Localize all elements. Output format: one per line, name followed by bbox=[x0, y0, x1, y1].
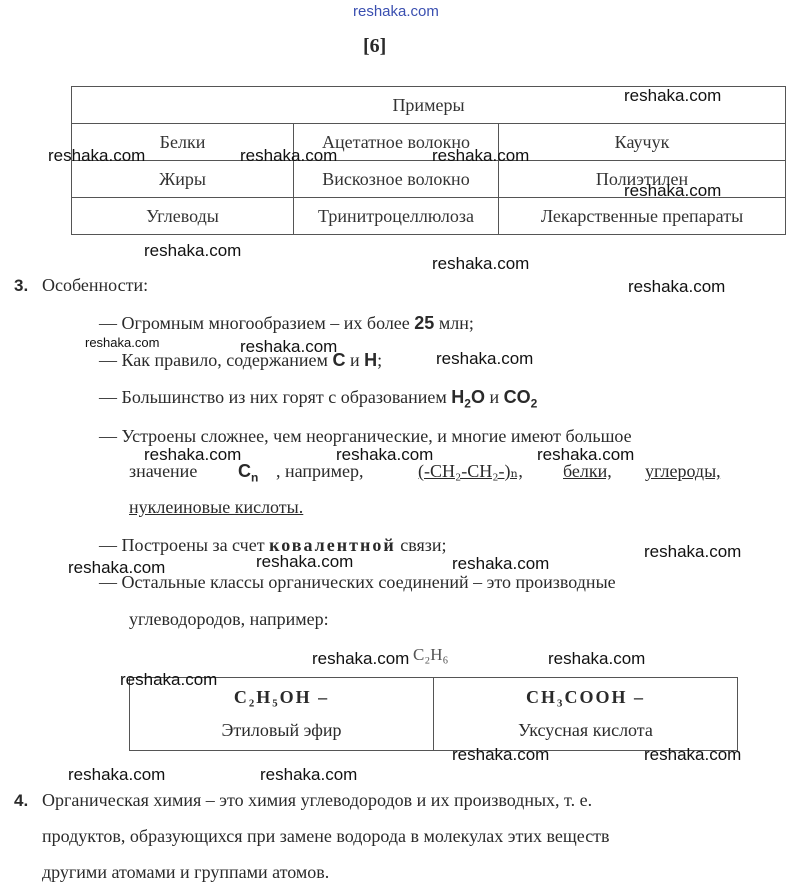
dash-bullet: — bbox=[99, 572, 117, 592]
table-row bbox=[72, 198, 786, 235]
dash-bullet: — bbox=[99, 387, 117, 407]
item-line: белки, bbox=[563, 461, 612, 481]
table-cell: Жиры bbox=[72, 161, 294, 198]
paragraph-line: продуктов, образующихся при замене водорода в молекулах этих веществ bbox=[42, 826, 610, 846]
examples-table bbox=[71, 86, 786, 235]
bold-number: 25 bbox=[414, 313, 435, 333]
formula-polyethylene: (-CH₂-CH₂-)ₙ, bbox=[418, 461, 523, 481]
watermark: reshaka.com bbox=[432, 146, 530, 165]
watermark: reshaka.com bbox=[644, 542, 742, 561]
item-text: Устроены сложнее, чем неорганические, и многие имеют большое bbox=[121, 426, 632, 446]
watermark: reshaka.com bbox=[312, 649, 410, 668]
formula-cn: $C_n$ bbox=[238, 461, 259, 485]
table-cell: Лекарственные препараты bbox=[499, 198, 786, 235]
table-cell bbox=[434, 678, 738, 751]
formula-co2: $CO_2$ bbox=[503, 387, 538, 411]
watermark: reshaka.com bbox=[240, 337, 338, 356]
item-text-and: и bbox=[484, 387, 504, 407]
item-line: углероды, bbox=[645, 461, 721, 481]
watermark: reshaka.com bbox=[624, 86, 722, 105]
item-line: углеводородов, например: bbox=[129, 609, 329, 629]
table-cell: Полиэтилен bbox=[499, 161, 786, 198]
list-item bbox=[99, 572, 616, 593]
section-number: 4. bbox=[14, 791, 29, 810]
watermark: reshaka.com bbox=[240, 146, 338, 165]
formula-acetic-acid: CH₃COOH – bbox=[526, 687, 645, 707]
list-item bbox=[99, 387, 537, 411]
bold-word: ковалентной bbox=[269, 535, 396, 555]
derivatives-table bbox=[129, 677, 738, 751]
table-cell: Белки bbox=[72, 124, 294, 161]
watermark: reshaka.com bbox=[336, 445, 434, 464]
dash-bullet: — bbox=[99, 313, 117, 333]
watermark: reshaka.com bbox=[48, 146, 146, 165]
watermark: reshaka.com bbox=[68, 765, 166, 784]
compound-name: Этиловый эфир bbox=[221, 720, 342, 740]
watermark: reshaka.com bbox=[644, 745, 742, 764]
list-item bbox=[99, 313, 474, 334]
watermark: reshaka.com bbox=[68, 558, 166, 577]
watermark: reshaka.com bbox=[537, 445, 635, 464]
watermark: reshaka.com bbox=[120, 670, 218, 689]
watermark: reshaka.com bbox=[432, 254, 530, 273]
item-text-tail: ; bbox=[377, 350, 383, 370]
table-cell: Каучук bbox=[499, 124, 786, 161]
dash-bullet: — bbox=[99, 535, 117, 555]
watermark: reshaka.com bbox=[260, 765, 358, 784]
section-number: 3. bbox=[14, 276, 29, 295]
item-text: Построены за счет bbox=[121, 535, 270, 555]
list-item bbox=[99, 426, 632, 447]
formula-ethane: C₂H₆ bbox=[413, 645, 449, 664]
watermark: reshaka.com bbox=[144, 445, 242, 464]
item-text-tail: связи; bbox=[395, 535, 447, 555]
item-text: Огромным многообразием – их более bbox=[121, 313, 415, 333]
table-cell: Тринитроцеллюлоза bbox=[294, 198, 499, 235]
table-cell: Ацетатное волокно bbox=[294, 124, 499, 161]
formula-ethanol: C₂H₅OH – bbox=[233, 687, 330, 707]
table-cell: Вискозное волокно bbox=[294, 161, 499, 198]
paragraph-line: Органическая химия – это химия углеводородов и их производных, т. е. bbox=[42, 790, 593, 810]
dash-bullet: — bbox=[99, 350, 117, 370]
watermark: reshaka.com bbox=[144, 241, 242, 260]
element-hydrogen: H bbox=[364, 350, 378, 370]
item-text: Остальные классы органических соединений – это производные bbox=[121, 572, 616, 592]
page-number: [6] bbox=[363, 35, 387, 57]
formula-water: $H_2O$ bbox=[451, 387, 485, 411]
table-title: Примеры bbox=[72, 87, 786, 124]
element-carbon: C bbox=[332, 350, 346, 370]
paragraph-line: другими атомами и группами атомов. bbox=[42, 862, 330, 882]
watermark: reshaka.com bbox=[628, 277, 726, 296]
compound-name: Уксусная кислота bbox=[518, 720, 653, 740]
item-text-and: и bbox=[345, 350, 365, 370]
table-cell: Углеводы bbox=[72, 198, 294, 235]
item-text: Большинство из них горят с образованием bbox=[121, 387, 452, 407]
watermark: reshaka.com bbox=[548, 649, 646, 668]
watermark: reshaka.com bbox=[256, 552, 354, 571]
item-line: , например, bbox=[276, 461, 364, 481]
table-row bbox=[72, 124, 786, 161]
watermark: reshaka.com bbox=[452, 745, 550, 764]
item-text: Как правило, содержанием bbox=[121, 350, 333, 370]
item-line: значение bbox=[129, 461, 198, 481]
item-text-tail: млн; bbox=[434, 313, 474, 333]
watermark: reshaka.com bbox=[624, 181, 722, 200]
watermark: reshaka.com bbox=[436, 349, 534, 368]
section-title: Особенности: bbox=[42, 275, 149, 295]
watermark: reshaka.com bbox=[452, 554, 550, 573]
item-line: нуклеиновые кислоты. bbox=[129, 497, 304, 517]
site-link[interactable]: reshaka.com bbox=[353, 3, 439, 20]
table-row bbox=[130, 678, 738, 751]
watermark: reshaka.com bbox=[85, 335, 160, 350]
dash-bullet: — bbox=[99, 426, 117, 446]
